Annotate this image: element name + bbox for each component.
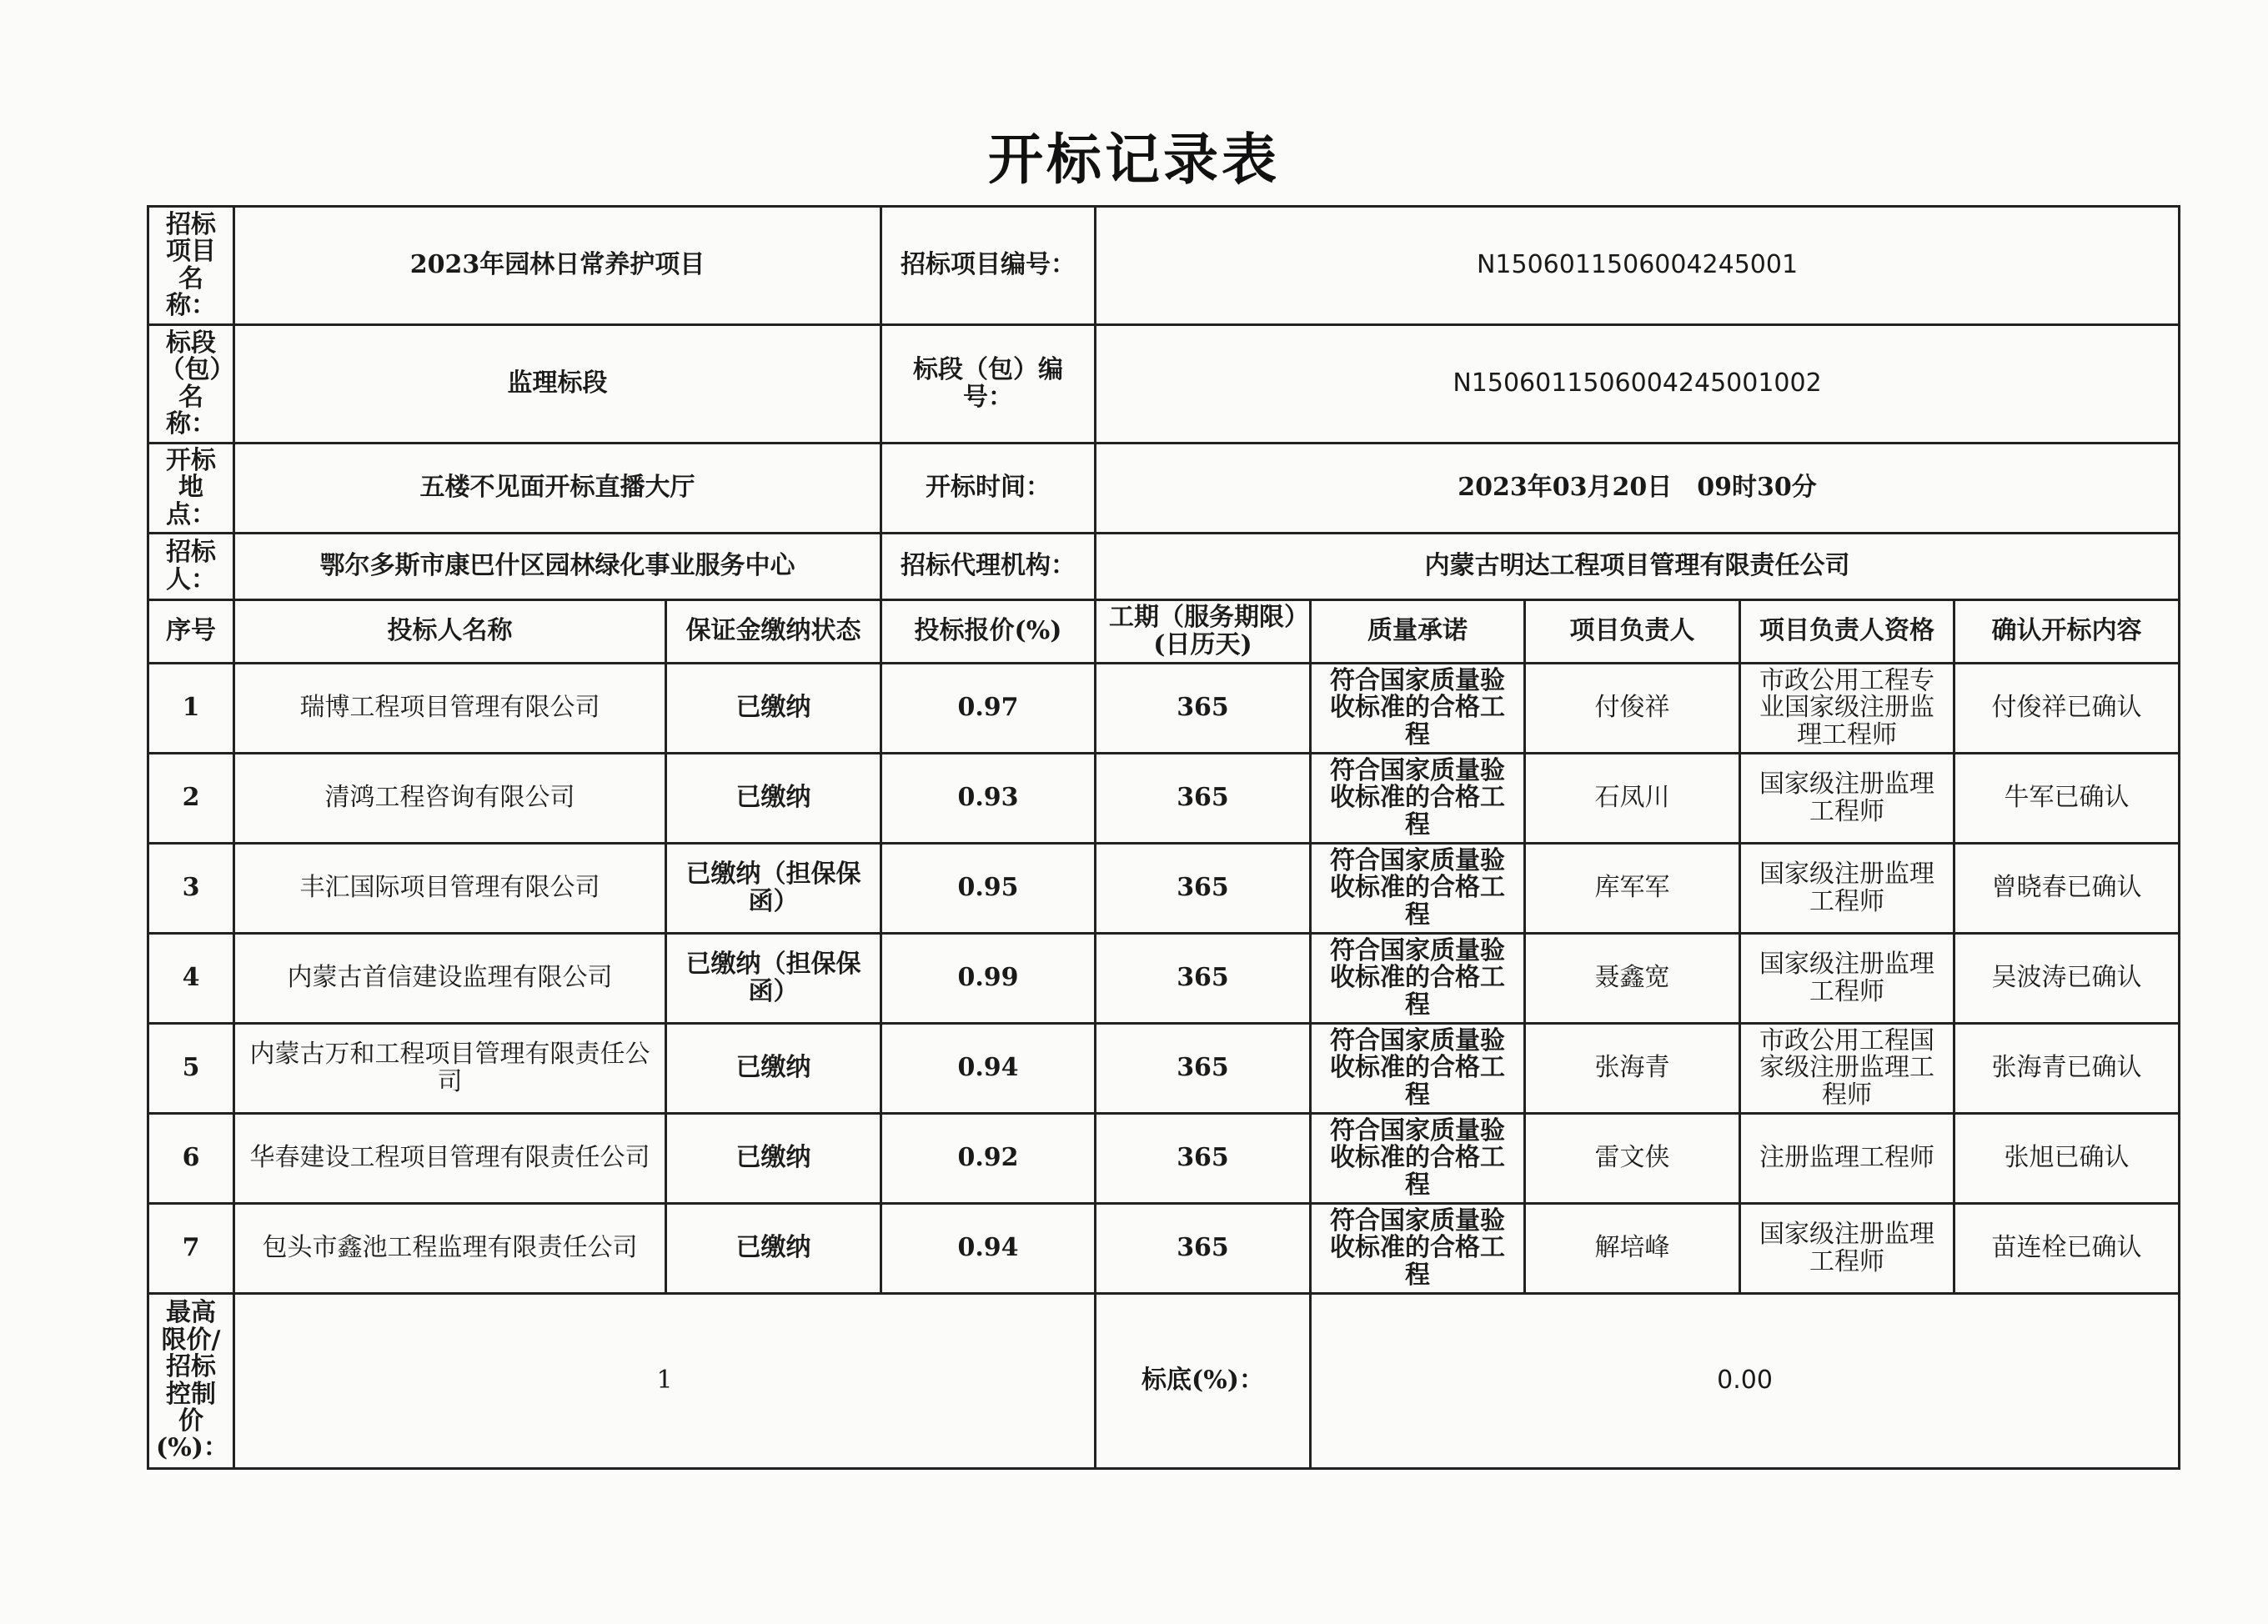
quality-commitment: 符合国家质量验收标准的合格工程	[1311, 754, 1525, 844]
info-row-section	[148, 325, 2180, 444]
col-header-qualification: 项目负责人资格	[1740, 600, 1954, 664]
row-no: 2	[148, 754, 234, 844]
col-header-deposit: 保证金缴纳状态	[666, 600, 881, 664]
deposit-status: 已缴纳（担保保函）	[666, 934, 881, 1024]
section-no-label: 标段（包）编号：	[881, 325, 1096, 444]
manager-qualification: 注册监理工程师	[1740, 1114, 1954, 1204]
bidder-name: 华春建设工程项目管理有限责任公司	[234, 1114, 666, 1204]
deposit-status: 已缴纳	[666, 754, 881, 844]
service-period: 365	[1096, 664, 1311, 754]
col-header-period: 工期（服务期限）(日历天)	[1096, 600, 1311, 664]
quality-commitment: 符合国家质量验收标准的合格工程	[1311, 844, 1525, 934]
table-row	[148, 934, 2180, 1024]
service-period: 365	[1096, 754, 1311, 844]
project-manager: 库军军	[1525, 844, 1740, 934]
row-no: 5	[148, 1024, 234, 1114]
bid-price: 0.97	[881, 664, 1096, 754]
bid-opening-record-table	[147, 205, 2180, 1470]
tenderee: 鄂尔多斯市康巴什区园林绿化事业服务中心	[234, 534, 881, 600]
bidder-name: 内蒙古万和工程项目管理有限责任公司	[234, 1024, 666, 1114]
project-manager: 雷文侠	[1525, 1114, 1740, 1204]
agency-label: 招标代理机构：	[881, 534, 1096, 600]
table-row	[148, 1024, 2180, 1114]
info-row-project	[148, 207, 2180, 325]
col-header-confirm: 确认开标内容	[1954, 600, 2180, 664]
time-label: 开标时间：	[881, 444, 1096, 534]
bidder-name: 包头市鑫池工程监理有限责任公司	[234, 1204, 666, 1294]
row-no: 3	[148, 844, 234, 934]
confirmation: 牛军已确认	[1954, 754, 2180, 844]
project-manager: 付俊祥	[1525, 664, 1740, 754]
location-label: 开标地点：	[148, 444, 234, 534]
manager-qualification: 市政公用工程专业国家级注册监理工程师	[1740, 664, 1954, 754]
project-manager: 聂鑫宽	[1525, 934, 1740, 1024]
confirmation: 付俊祥已确认	[1954, 664, 2180, 754]
table-row	[148, 664, 2180, 754]
info-row-location	[148, 444, 2180, 534]
service-period: 365	[1096, 1024, 1311, 1114]
deposit-status: 已缴纳	[666, 1024, 881, 1114]
service-period: 365	[1096, 1204, 1311, 1294]
base-price-label: 标底(%)：	[1096, 1294, 1311, 1469]
table-row	[148, 1204, 2180, 1294]
row-no: 6	[148, 1114, 234, 1204]
project-name: 2023年园林日常养护项目	[234, 207, 881, 325]
bid-price: 0.92	[881, 1114, 1096, 1204]
agency: 内蒙古明达工程项目管理有限责任公司	[1096, 534, 2180, 600]
max-price: 1	[234, 1294, 1096, 1469]
service-period: 365	[1096, 844, 1311, 934]
manager-qualification: 国家级注册监理工程师	[1740, 934, 1954, 1024]
base-price: 0.00	[1311, 1294, 2180, 1469]
row-no: 4	[148, 934, 234, 1024]
bidder-name: 清鸿工程咨询有限公司	[234, 754, 666, 844]
bidder-name: 内蒙古首信建设监理有限公司	[234, 934, 666, 1024]
table-row	[148, 844, 2180, 934]
manager-qualification: 国家级注册监理工程师	[1740, 1204, 1954, 1294]
project-manager: 张海青	[1525, 1024, 1740, 1114]
manager-qualification: 国家级注册监理工程师	[1740, 844, 1954, 934]
table-row	[148, 1114, 2180, 1204]
col-header-manager: 项目负责人	[1525, 600, 1740, 664]
quality-commitment: 符合国家质量验收标准的合格工程	[1311, 1114, 1525, 1204]
table-row	[148, 754, 2180, 844]
quality-commitment: 符合国家质量验收标准的合格工程	[1311, 1204, 1525, 1294]
confirmation: 张旭已确认	[1954, 1114, 2180, 1204]
confirmation: 曾晓春已确认	[1954, 844, 2180, 934]
bid-price: 0.93	[881, 754, 1096, 844]
bid-price: 0.95	[881, 844, 1096, 934]
quality-commitment: 符合国家质量验收标准的合格工程	[1311, 1024, 1525, 1114]
deposit-status: 已缴纳	[666, 1114, 881, 1204]
footer-row	[148, 1294, 2180, 1469]
deposit-status: 已缴纳	[666, 664, 881, 754]
project-no: N1506011506004245001	[1096, 207, 2180, 325]
opening-time: 2023年03月20日 09时30分	[1096, 444, 2180, 534]
section-name-label: 标段（包）名称：	[148, 325, 234, 444]
project-manager: 解培峰	[1525, 1204, 1740, 1294]
bidder-name: 丰汇国际项目管理有限公司	[234, 844, 666, 934]
col-header-no: 序号	[148, 600, 234, 664]
col-header-bidder: 投标人名称	[234, 600, 666, 664]
manager-qualification: 市政公用工程国家级注册监理工程师	[1740, 1024, 1954, 1114]
section-no: N1506011506004245001002	[1096, 325, 2180, 444]
quality-commitment: 符合国家质量验收标准的合格工程	[1311, 664, 1525, 754]
header-row	[148, 600, 2180, 664]
col-header-quality: 质量承诺	[1311, 600, 1525, 664]
quality-commitment: 符合国家质量验收标准的合格工程	[1311, 934, 1525, 1024]
deposit-status: 已缴纳	[666, 1204, 881, 1294]
project-manager: 石凤川	[1525, 754, 1740, 844]
bid-price: 0.94	[881, 1024, 1096, 1114]
service-period: 365	[1096, 1114, 1311, 1204]
row-no: 7	[148, 1204, 234, 1294]
bid-price: 0.99	[881, 934, 1096, 1024]
col-header-price: 投标报价(%)	[881, 600, 1096, 664]
page-title: 开标记录表	[988, 127, 1280, 192]
confirmation: 张海青已确认	[1954, 1024, 2180, 1114]
manager-qualification: 国家级注册监理工程师	[1740, 754, 1954, 844]
bid-price: 0.94	[881, 1204, 1096, 1294]
confirmation: 苗连栓已确认	[1954, 1204, 2180, 1294]
tenderee-label: 招标人：	[148, 534, 234, 600]
row-no: 1	[148, 664, 234, 754]
info-row-tenderee	[148, 534, 2180, 600]
confirmation: 吴波涛已确认	[1954, 934, 2180, 1024]
bidder-name: 瑞博工程项目管理有限公司	[234, 664, 666, 754]
section-name: 监理标段	[234, 325, 881, 444]
service-period: 365	[1096, 934, 1311, 1024]
max-price-label: 最高限价/招标控制价(%)：	[148, 1294, 234, 1469]
deposit-status: 已缴纳（担保保函）	[666, 844, 881, 934]
location: 五楼不见面开标直播大厅	[234, 444, 881, 534]
project-name-label: 招标项目名称：	[148, 207, 234, 325]
project-no-label: 招标项目编号：	[881, 207, 1096, 325]
